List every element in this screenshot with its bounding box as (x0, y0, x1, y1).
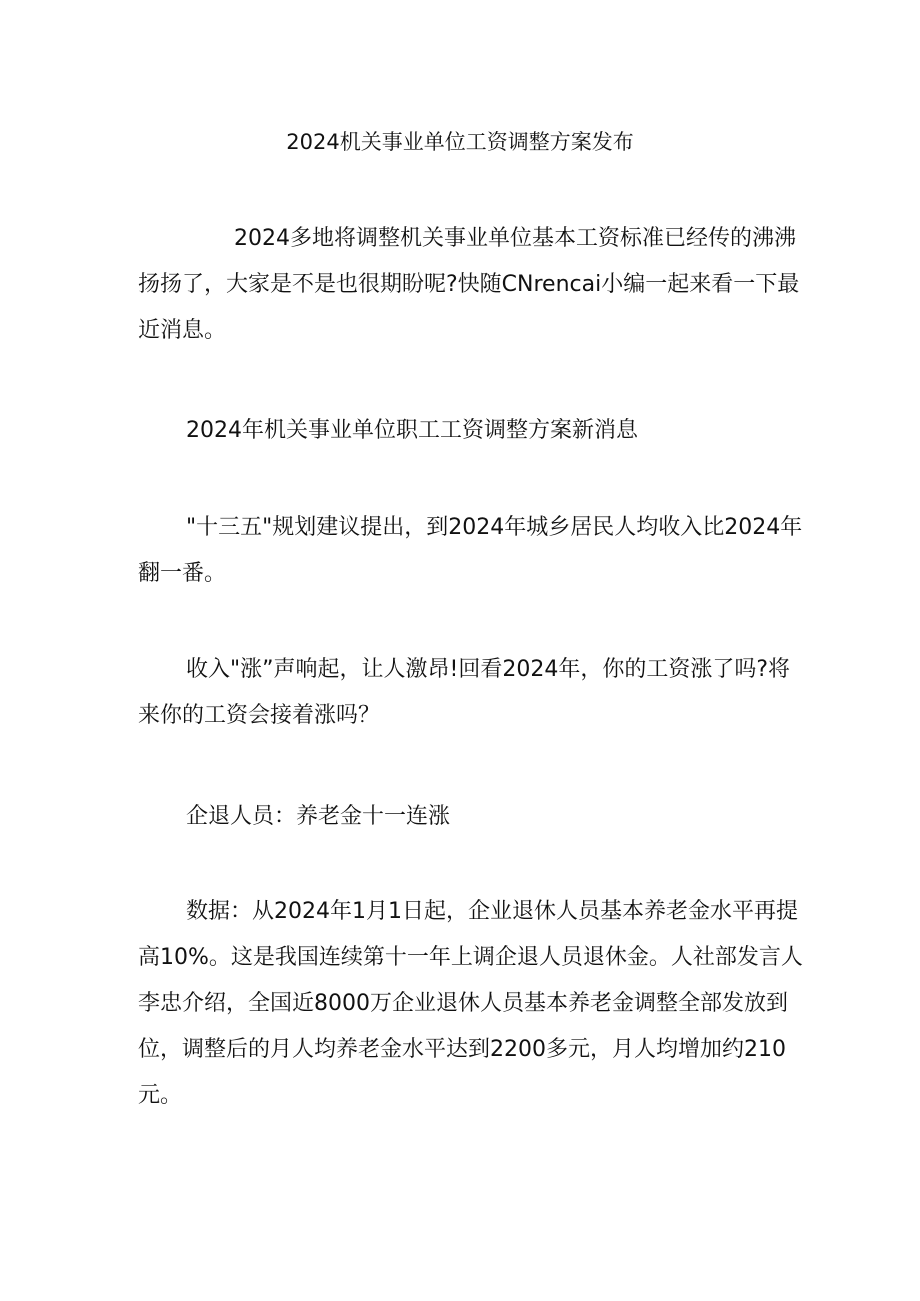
paragraph-intro: 2024多地将调整机关事业单位基本工资标准已经传的沸沸扬扬了，大家是不是也很期盼呢?快随CNrencai小编一起来看一下最近消息。 (138, 226, 800, 343)
paragraph-pension-data: 数据：从2024年1月1日起，企业退休人员基本养老金水平再提高10%。这是我国连续第十一年上调企退人员退休金。人社部发言人李忠介绍，全国近8000万企业退休人员基本养老金调整全部发放到位，调整后的月人均养老金水平达到2200多元，月人均增加约210元。 (138, 899, 803, 1108)
document-title: 2024机关事业单位工资调整方案发布 (286, 130, 634, 154)
paragraph-plan-proposal: "十三五"规划建议提出，到2024年城乡居民人均收入比2024年翻一番。 (138, 515, 803, 586)
paragraph-subheading-news: 2024年机关事业单位职工工资调整方案新消息 (186, 418, 638, 443)
paragraph-income-rise: 收入"涨”声响起，让人激昂!回看2024年，你的工资涨了吗?将来你的工资会接着涨吗？ (138, 657, 791, 728)
paragraph-subheading-retirees: 企退人员：养老金十一连涨 (186, 804, 451, 829)
